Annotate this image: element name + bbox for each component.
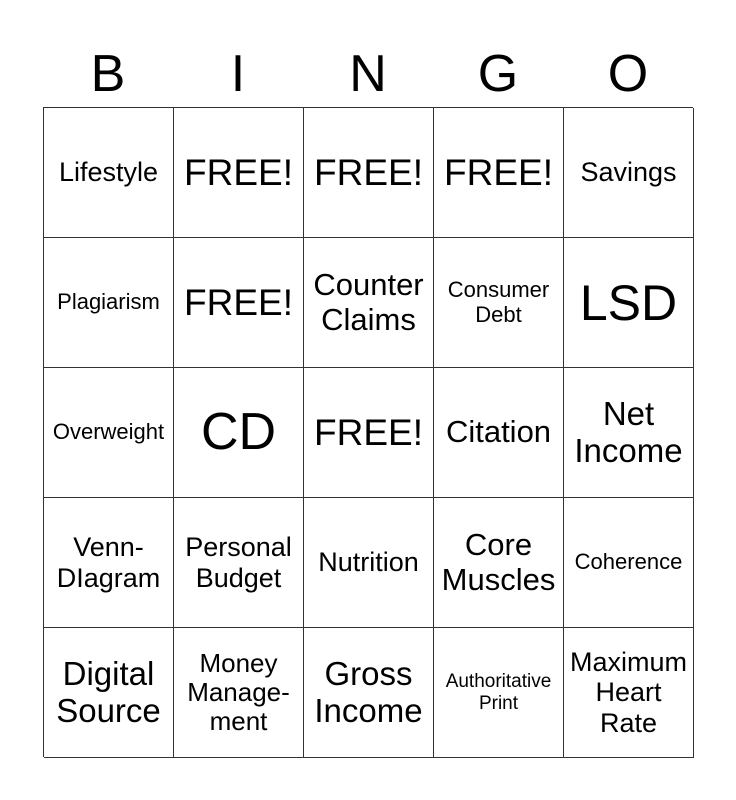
bingo-cell-r1-c1 bbox=[44, 108, 174, 238]
cell-text: Personal Budget bbox=[185, 532, 292, 593]
bingo-header bbox=[43, 40, 693, 108]
cell-text: FREE! bbox=[314, 151, 423, 193]
cell-text: Lifestyle bbox=[58, 157, 159, 188]
cell-text: Coherence bbox=[574, 549, 683, 575]
bingo-cell-r3-c5 bbox=[564, 368, 694, 498]
cell-text: FREE! bbox=[444, 151, 553, 193]
bingo-cell-r3-c1 bbox=[44, 368, 174, 498]
cell-text: FREE! bbox=[314, 411, 423, 453]
bingo-cell-r2-c1 bbox=[44, 238, 174, 368]
cell-text: Gross Income bbox=[314, 654, 423, 729]
cell-text: Overweight bbox=[52, 419, 165, 445]
cell-text: Net Income bbox=[574, 394, 683, 469]
cell-text: Counter Claims bbox=[313, 266, 424, 337]
bingo-cell-r2-c5 bbox=[564, 238, 694, 368]
header-letter-g: G bbox=[477, 45, 519, 103]
bingo-cell-r5-c1 bbox=[44, 628, 174, 758]
bingo-cell-r5-c5 bbox=[564, 628, 694, 758]
bingo-cell-r1-c4 bbox=[434, 108, 564, 238]
cell-text: Consumer Debt bbox=[447, 276, 550, 327]
bingo-cell-r3-c4 bbox=[434, 368, 564, 498]
bingo-cell-r5-c4 bbox=[434, 628, 564, 758]
bingo-cell-r1-c5 bbox=[564, 108, 694, 238]
cell-text: Digital Source bbox=[56, 654, 161, 729]
header-letter-n: N bbox=[349, 45, 387, 103]
header-letter-o: O bbox=[607, 45, 649, 103]
bingo-cell-r1-c2 bbox=[174, 108, 304, 238]
bingo-cell-r4-c5 bbox=[564, 498, 694, 628]
header-letter-i: I bbox=[230, 45, 246, 103]
bingo-cell-r2-c4 bbox=[434, 238, 564, 368]
bingo-cell-r2-c3 bbox=[304, 238, 434, 368]
cell-text: FREE! bbox=[184, 281, 293, 323]
bingo-cell-r4-c3 bbox=[304, 498, 434, 628]
cell-text: Maximum Heart Rate bbox=[569, 647, 687, 738]
bingo-cell-r4-c2 bbox=[174, 498, 304, 628]
bingo-cell-r3-c2 bbox=[174, 368, 304, 498]
bingo-board bbox=[43, 107, 693, 757]
cell-text: Venn- DIagram bbox=[56, 532, 161, 593]
cell-text: Nutrition bbox=[318, 547, 419, 578]
cell-text: Savings bbox=[580, 157, 677, 188]
cell-text: FREE! bbox=[184, 151, 293, 193]
cell-text: Authoritative Print bbox=[445, 671, 552, 714]
cell-text: LSD bbox=[579, 274, 678, 331]
cell-text: CD bbox=[200, 403, 277, 462]
cell-text: Core Muscles bbox=[441, 526, 556, 597]
cell-text: Plagiarism bbox=[57, 289, 160, 315]
bingo-cell-r2-c2 bbox=[174, 238, 304, 368]
bingo-cell-r3-c3 bbox=[304, 368, 434, 498]
cell-text: Money Manage- ment bbox=[187, 647, 290, 737]
header-letter-b: B bbox=[90, 45, 126, 103]
bingo-cell-r1-c3 bbox=[304, 108, 434, 238]
bingo-cell-r4-c1 bbox=[44, 498, 174, 628]
bingo-cell-r5-c3 bbox=[304, 628, 434, 758]
cell-text: Citation bbox=[445, 414, 552, 450]
bingo-cell-r4-c4 bbox=[434, 498, 564, 628]
bingo-cell-r5-c2 bbox=[174, 628, 304, 758]
